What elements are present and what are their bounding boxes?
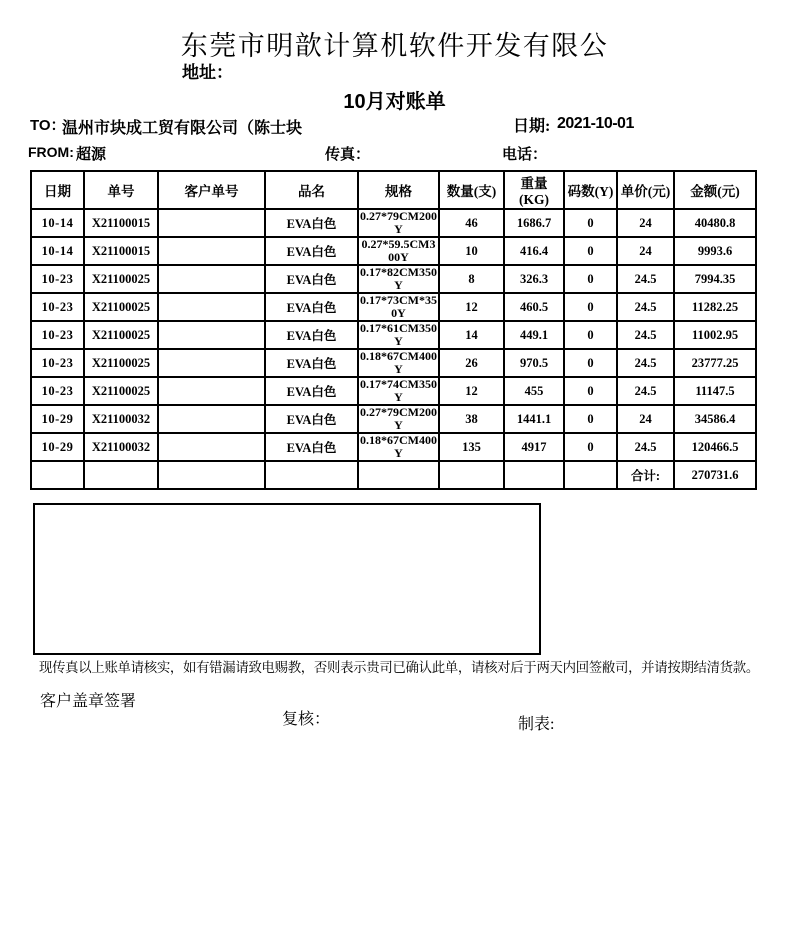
cell-qty: 8 [439, 265, 504, 293]
review-label: 复核： [282, 711, 331, 728]
cell-weight: 1686.7 [504, 209, 564, 237]
cell-amount: 40480.8 [674, 209, 756, 237]
cell-order_no: X21100025 [84, 293, 158, 321]
cell-qty: 135 [439, 433, 504, 461]
cell-customer_no [158, 433, 265, 461]
column-header: 码数(Y) [564, 171, 617, 209]
cell-customer_no [158, 321, 265, 349]
cell-weight: 4917 [504, 433, 564, 461]
fax-label: 传真： [325, 147, 371, 163]
column-header: 金额(元) [674, 171, 756, 209]
total-row [31, 461, 756, 489]
cell-qty: 46 [439, 209, 504, 237]
empty-cell [84, 461, 158, 489]
cell-product: EVA白色 [265, 321, 358, 349]
from-label-text: FROM: [28, 144, 74, 160]
cell-date: 10-29 [31, 433, 84, 461]
cell-date: 10-23 [31, 377, 84, 405]
cell-amount: 11002.95 [674, 321, 756, 349]
empty-cell [439, 461, 504, 489]
cell-price: 24 [617, 209, 674, 237]
from-label [28, 144, 74, 160]
cell-date: 10-23 [31, 349, 84, 377]
notice-text: 现传真以上账单请核实，如有错漏请致电赐教，否则表示贵司已确认此单，请核对后于两天内回签敝司，并请按期结清货款。 [39, 660, 759, 675]
table-row [31, 405, 756, 433]
table-row [31, 265, 756, 293]
cell-customer_no [158, 237, 265, 265]
cell-amount: 23777.25 [674, 349, 756, 377]
empty-cell [265, 461, 358, 489]
empty-cell [358, 461, 439, 489]
empty-cell [31, 461, 84, 489]
empty-cell [158, 461, 265, 489]
cell-spec: 0.17*82CM350Y [360, 265, 437, 292]
cell-spec: 0.18*67CM400Y [360, 349, 437, 376]
cell-product: EVA白色 [265, 433, 358, 461]
cell-date: 10-14 [31, 237, 84, 265]
cell-qty: 10 [439, 237, 504, 265]
table-row [31, 293, 756, 321]
cell-product: EVA白色 [265, 209, 358, 237]
cell-spec: 0.18*67CM400Y [360, 433, 437, 460]
cell-weight: 326.3 [504, 265, 564, 293]
cell-yards: 0 [564, 433, 617, 461]
column-header: 重量(KG) [504, 171, 564, 209]
cell-date: 10-29 [31, 405, 84, 433]
remarks-box [33, 503, 541, 655]
cell-product: EVA白色 [265, 405, 358, 433]
column-header: 规格 [358, 171, 439, 209]
cell-yards: 0 [564, 209, 617, 237]
cell-amount: 11282.25 [674, 293, 756, 321]
cell-price: 24.5 [617, 265, 674, 293]
table-row [31, 321, 756, 349]
cell-qty: 26 [439, 349, 504, 377]
cell-spec: 0.27*59.5CM300Y [358, 237, 439, 265]
cell-product: EVA白色 [265, 265, 358, 293]
total-amount: 270731.6 [674, 461, 756, 489]
column-header: 数量(支) [439, 171, 504, 209]
cell-weight: 970.5 [504, 349, 564, 377]
cell-date: 10-14 [31, 209, 84, 237]
cell-product: EVA白色 [265, 349, 358, 377]
cell-qty: 14 [439, 321, 504, 349]
cell-price: 24 [617, 405, 674, 433]
cell-customer_no [158, 405, 265, 433]
cell-price: 24.5 [617, 349, 674, 377]
cell-spec: 0.17*74CM350Y [360, 377, 437, 404]
cell-price: 24.5 [617, 433, 674, 461]
to-customer-name: 温州市块成工贸有限公司（陈士块 [62, 120, 303, 137]
table-row [31, 377, 756, 405]
cell-qty: 12 [439, 377, 504, 405]
cell-price: 24 [617, 237, 674, 265]
cell-customer_no [158, 209, 265, 237]
column-header: 品名 [265, 171, 358, 209]
table-row [31, 349, 756, 377]
cell-customer_no [158, 293, 265, 321]
address-label: 地址： [182, 63, 233, 82]
table-row [31, 237, 756, 265]
cell-yards: 0 [564, 349, 617, 377]
cell-spec: 0.17*61CM350Y [360, 321, 437, 348]
cell-amount: 11147.5 [674, 377, 756, 405]
cell-product: EVA白色 [265, 377, 358, 405]
cell-yards: 0 [564, 265, 617, 293]
cell-weight: 449.1 [504, 321, 564, 349]
cell-weight: 416.4 [504, 237, 564, 265]
from-value: 超源 [76, 147, 107, 163]
date-value: 2021-10-01 [557, 115, 634, 132]
cell-date: 10-23 [31, 265, 84, 293]
cell-order_no: X21100025 [84, 349, 158, 377]
column-header: 客户单号 [158, 171, 265, 209]
cell-date: 10-23 [31, 293, 84, 321]
cell-spec: 0.17*73CM*350Y [360, 293, 437, 320]
cell-amount: 7994.35 [674, 265, 756, 293]
cell-yards: 0 [564, 377, 617, 405]
cell-order_no: X21100015 [84, 209, 158, 237]
cell-customer_no [158, 265, 265, 293]
cell-order_no: X21100032 [84, 405, 158, 433]
cell-weight: 460.5 [504, 293, 564, 321]
cell-order_no: X21100025 [84, 377, 158, 405]
table-body [31, 209, 756, 461]
statement-title: 10月对账单 [343, 91, 446, 113]
cell-customer_no [158, 349, 265, 377]
statement-table [30, 170, 757, 490]
cell-qty: 12 [439, 293, 504, 321]
table-header-row [31, 171, 756, 209]
customer-seal-label: 客户盖章签署 [40, 693, 137, 710]
phone-label: 电话： [502, 147, 548, 163]
empty-cell [564, 461, 617, 489]
cell-yards: 0 [564, 293, 617, 321]
cell-amount: 9993.6 [674, 237, 756, 265]
column-header: 日期 [31, 171, 84, 209]
company-name: 东莞市明歆计算机软件开发有限公 [180, 31, 609, 61]
total-label: 合计: [617, 461, 674, 489]
cell-order_no: X21100015 [84, 237, 158, 265]
cell-spec: 0.27*79CM200Y [360, 405, 437, 432]
cell-product: EVA白色 [265, 237, 358, 265]
cell-price: 24.5 [617, 377, 674, 405]
cell-qty: 38 [439, 405, 504, 433]
table-row [31, 433, 756, 461]
cell-price: 24.5 [617, 321, 674, 349]
cell-product: EVA白色 [265, 293, 358, 321]
cell-date: 10-23 [31, 321, 84, 349]
cell-weight: 455 [504, 377, 564, 405]
cell-amount: 34586.4 [674, 405, 756, 433]
cell-yards: 0 [564, 237, 617, 265]
table-row [31, 209, 756, 237]
column-header: 单号 [84, 171, 158, 209]
date-label: 日期: [513, 118, 551, 135]
cell-spec: 0.27*79CM200Y [360, 209, 437, 236]
cell-order_no: X21100025 [84, 265, 158, 293]
column-header: 单价(元) [617, 171, 674, 209]
cell-yards: 0 [564, 321, 617, 349]
cell-order_no: X21100032 [84, 433, 158, 461]
cell-yards: 0 [564, 405, 617, 433]
prepared-by-label: 制表: [518, 716, 555, 733]
cell-price: 24.5 [617, 293, 674, 321]
empty-cell [504, 461, 564, 489]
cell-weight: 1441.1 [504, 405, 564, 433]
cell-amount: 120466.5 [674, 433, 756, 461]
to-label: TO： [30, 117, 66, 134]
cell-order_no: X21100025 [84, 321, 158, 349]
cell-customer_no [158, 377, 265, 405]
